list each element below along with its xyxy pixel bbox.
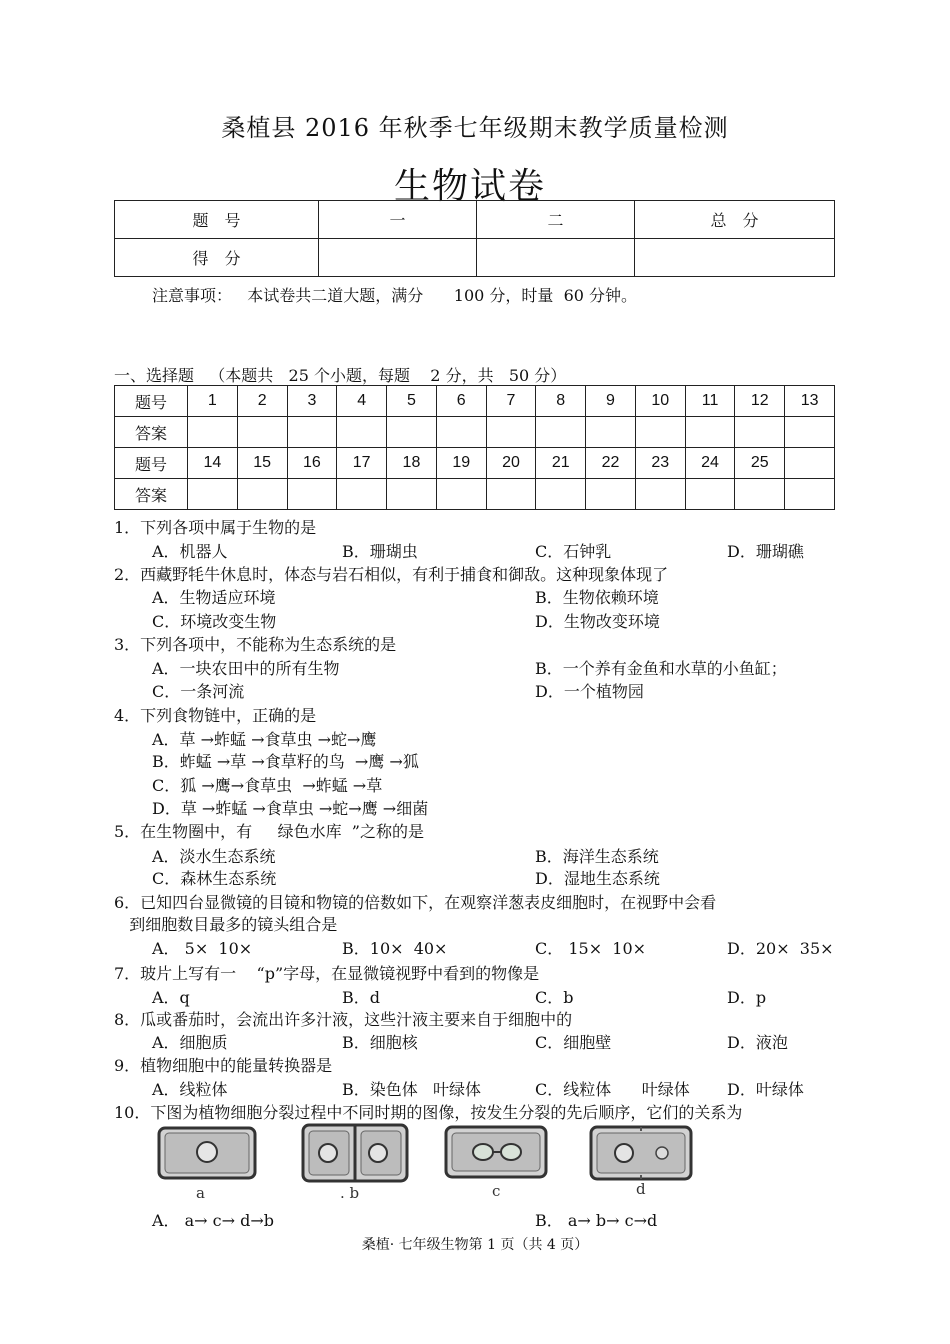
q7-option-b[interactable]: B．d bbox=[342, 988, 381, 1007]
answer-cell[interactable] bbox=[287, 479, 337, 510]
q4-option-a[interactable]: A．草 →蚱蜢 →食草虫 →蛇→鹰 bbox=[152, 730, 377, 749]
exam-title: 桑植县 2016 年秋季七年级期末教学质量检测 bbox=[221, 114, 729, 142]
q5-option-a[interactable]: A．淡水生态系统 bbox=[152, 847, 276, 866]
answer-grid-num: 24 bbox=[685, 448, 735, 479]
answer-grid-num: 20 bbox=[486, 448, 536, 479]
answer-grid-num: 23 bbox=[635, 448, 685, 479]
answer-cell[interactable] bbox=[735, 479, 785, 510]
q5-stem: 5．在生物圈中，有 绿色水库 ”之称的是 bbox=[114, 822, 424, 841]
q9-stem: 9．植物细胞中的能量转换器是 bbox=[114, 1056, 333, 1075]
cell-figure-c bbox=[443, 1122, 551, 1182]
score-cell-part2[interactable] bbox=[477, 239, 635, 277]
q3-option-a[interactable]: A．一块农田中的所有生物 bbox=[152, 659, 340, 678]
answer-grid-num: 13 bbox=[785, 386, 835, 417]
answer-cell[interactable] bbox=[735, 417, 785, 448]
q1-stem: 1．下列各项中属于生物的是 bbox=[114, 518, 317, 537]
q1-option-b[interactable]: B．珊瑚虫 bbox=[342, 542, 418, 561]
q2-option-b[interactable]: B．生物依赖环境 bbox=[535, 588, 659, 607]
q2-option-d[interactable]: D．生物改变环境 bbox=[535, 612, 660, 631]
answer-grid-num bbox=[785, 448, 835, 479]
q6-stem: 6．已知四台显微镜的目镜和物镜的倍数如下，在观察洋葱表皮细胞时，在视野中会看 bbox=[114, 893, 717, 912]
q4-option-c[interactable]: C．狐 →鹰→食草虫 →蚱蜢 →草 bbox=[152, 776, 383, 795]
answer-grid-num-label: 题号 bbox=[115, 448, 188, 479]
answer-grid bbox=[114, 385, 835, 510]
answer-grid-ans-label: 答案 bbox=[115, 417, 188, 448]
answer-grid-num: 14 bbox=[188, 448, 238, 479]
q3-option-c[interactable]: C．一条河流 bbox=[152, 682, 245, 701]
answer-grid-num: 10 bbox=[635, 386, 685, 417]
q8-option-c[interactable]: C．细胞壁 bbox=[535, 1033, 612, 1052]
answer-grid-num: 18 bbox=[387, 448, 437, 479]
q1-option-d[interactable]: D．珊瑚礁 bbox=[727, 542, 804, 561]
q5-option-c[interactable]: C．森林生态系统 bbox=[152, 869, 277, 888]
q2-stem: 2．西藏野牦牛休息时，体态与岩石相似，有利于捕食和御敌。这种现象体现了 bbox=[114, 565, 669, 584]
answer-grid-num: 2 bbox=[237, 386, 287, 417]
answer-grid-num: 6 bbox=[436, 386, 486, 417]
q7-stem: 7．玻片上写有一 “p”字母，在显微镜视野中看到的物像是 bbox=[114, 964, 540, 983]
answer-cell[interactable] bbox=[337, 479, 387, 510]
q6-option-d[interactable]: D．20× 35× bbox=[727, 939, 834, 958]
answer-cell[interactable] bbox=[785, 479, 835, 510]
answer-grid-num: 7 bbox=[486, 386, 536, 417]
answer-cell[interactable] bbox=[287, 417, 337, 448]
answer-cell[interactable] bbox=[188, 417, 238, 448]
q5-option-d[interactable]: D．湿地生态系统 bbox=[535, 869, 660, 888]
q8-option-a[interactable]: A．细胞质 bbox=[152, 1033, 228, 1052]
answer-cell[interactable] bbox=[387, 417, 437, 448]
answer-grid-num: 9 bbox=[586, 386, 636, 417]
exam-notice: 注意事项： 本试卷共二道大题，满分 100 分，时量 60 分钟。 bbox=[152, 286, 638, 305]
answer-cell[interactable] bbox=[237, 479, 287, 510]
answer-cell[interactable] bbox=[586, 479, 636, 510]
q4-option-d[interactable]: D．草 →蚱蜢 →食草虫 →蛇→鹰 →细菌 bbox=[152, 799, 429, 818]
answer-cell[interactable] bbox=[785, 417, 835, 448]
q8-option-d[interactable]: D．液泡 bbox=[727, 1033, 788, 1052]
answer-cell[interactable] bbox=[337, 417, 387, 448]
answer-cell[interactable] bbox=[635, 417, 685, 448]
answer-cell[interactable] bbox=[536, 417, 586, 448]
answer-grid-num: 21 bbox=[536, 448, 586, 479]
q2-option-c[interactable]: C．环境改变生物 bbox=[152, 612, 277, 631]
answer-grid-num: 15 bbox=[237, 448, 287, 479]
answer-cell[interactable] bbox=[586, 417, 636, 448]
q7-option-d[interactable]: D．p bbox=[727, 988, 767, 1007]
answer-grid-num: 5 bbox=[387, 386, 437, 417]
q1-option-a[interactable]: A．机器人 bbox=[152, 542, 228, 561]
q10-option-a[interactable]: A． a→ c→ d→b bbox=[152, 1211, 275, 1230]
score-header-part2: 二 bbox=[477, 201, 635, 239]
q9-option-d[interactable]: D．叶绿体 bbox=[727, 1080, 804, 1099]
q10-stem: 10．下图为植物细胞分裂过程中不同时期的图像，按发生分裂的先后顺序，它们的关系为 bbox=[114, 1103, 743, 1122]
score-row-label: 得 分 bbox=[115, 239, 319, 277]
answer-grid-num-label: 题号 bbox=[115, 386, 188, 417]
answer-cell[interactable] bbox=[536, 479, 586, 510]
q6-option-a[interactable]: A． 5× 10× bbox=[152, 939, 253, 958]
answer-cell[interactable] bbox=[685, 479, 735, 510]
section-1-heading: 一、选择题 （本题共 25 个小题，每题 2 分，共 50 分） bbox=[114, 366, 567, 385]
answer-grid-num: 16 bbox=[287, 448, 337, 479]
answer-cell[interactable] bbox=[486, 417, 536, 448]
q6-option-c[interactable]: C． 15× 10× bbox=[535, 939, 647, 958]
answer-grid-num: 11 bbox=[685, 386, 735, 417]
q9-option-a[interactable]: A．线粒体 bbox=[152, 1080, 228, 1099]
answer-cell[interactable] bbox=[387, 479, 437, 510]
q4-option-b[interactable]: B．蚱蜢 →草 →食草籽的鸟 →鹰 →狐 bbox=[152, 752, 419, 771]
score-cell-part1[interactable] bbox=[319, 239, 477, 277]
cell-label-b: . b bbox=[340, 1184, 360, 1202]
answer-cell[interactable] bbox=[436, 479, 486, 510]
q9-option-c[interactable]: C．线粒体 叶绿体 bbox=[535, 1080, 690, 1099]
answer-grid-num: 1 bbox=[188, 386, 238, 417]
answer-cell[interactable] bbox=[635, 479, 685, 510]
score-cell-total[interactable] bbox=[635, 239, 835, 277]
answer-grid-num: 19 bbox=[436, 448, 486, 479]
q7-option-a[interactable]: A．q bbox=[152, 988, 190, 1007]
answer-grid-num: 4 bbox=[337, 386, 387, 417]
q3-option-b[interactable]: B．一个养有金鱼和水草的小鱼缸； bbox=[535, 659, 787, 678]
answer-cell[interactable] bbox=[436, 417, 486, 448]
answer-cell[interactable] bbox=[237, 417, 287, 448]
score-header-total: 总 分 bbox=[635, 201, 835, 239]
score-header-part1: 一 bbox=[319, 201, 477, 239]
q4-stem: 4．下列食物链中，正确的是 bbox=[114, 706, 317, 725]
cell-label-a: a bbox=[196, 1184, 205, 1202]
answer-grid-num: 17 bbox=[337, 448, 387, 479]
q10-option-b[interactable]: B． a→ b→ c→d bbox=[535, 1211, 658, 1230]
exam-subtitle: 生物试卷 bbox=[393, 166, 546, 207]
cell-figure-d bbox=[588, 1122, 696, 1184]
answer-cell[interactable] bbox=[685, 417, 735, 448]
q3-stem: 3．下列各项中，不能称为生态系统的是 bbox=[114, 635, 397, 654]
q6-option-b[interactable]: B．10× 40× bbox=[342, 939, 448, 958]
answer-grid-num: 3 bbox=[287, 386, 337, 417]
cell-figure-b bbox=[300, 1120, 412, 1186]
page-footer: 桑植· 七年级生物第 1 页（共 4 页） bbox=[361, 1237, 589, 1253]
answer-grid-num: 25 bbox=[735, 448, 785, 479]
answer-grid-num: 8 bbox=[536, 386, 586, 417]
cell-label-c: c bbox=[492, 1182, 501, 1200]
score-table bbox=[114, 200, 835, 277]
answer-cell[interactable] bbox=[486, 479, 536, 510]
cell-figure-a bbox=[155, 1122, 260, 1184]
answer-cell[interactable] bbox=[188, 479, 238, 510]
score-header-label: 题 号 bbox=[115, 201, 319, 239]
q8-stem: 8．瓜或番茄时，会流出许多汁液，这些汁液主要来自于细胞中的 bbox=[114, 1010, 573, 1029]
q5-option-b[interactable]: B．海洋生态系统 bbox=[535, 847, 659, 866]
q3-option-d[interactable]: D．一个植物园 bbox=[535, 682, 644, 701]
q8-option-b[interactable]: B．细胞核 bbox=[342, 1033, 418, 1052]
q2-option-a[interactable]: A．生物适应环境 bbox=[152, 588, 276, 607]
answer-grid-ans-label: 答案 bbox=[115, 479, 188, 510]
q7-option-c[interactable]: C．b bbox=[535, 988, 574, 1007]
q1-option-c[interactable]: C．石钟乳 bbox=[535, 542, 612, 561]
q6-stem-cont: 到细胞数目最多的镜头组合是 bbox=[114, 915, 338, 934]
cell-label-d: d bbox=[636, 1180, 646, 1198]
answer-grid-num: 22 bbox=[586, 448, 636, 479]
answer-grid-num: 12 bbox=[735, 386, 785, 417]
q9-option-b[interactable]: B．染色体 叶绿体 bbox=[342, 1080, 482, 1099]
